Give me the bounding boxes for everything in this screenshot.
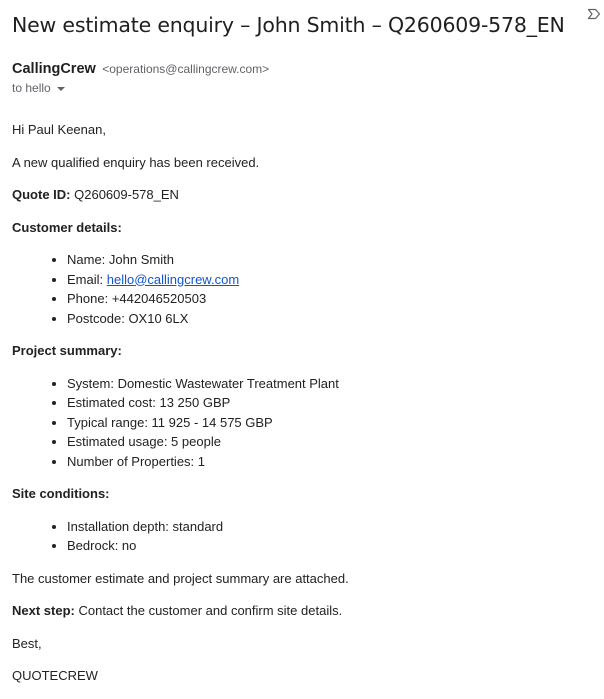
- recipients-label: to hello: [12, 81, 51, 95]
- customer-details-list: [12, 250, 592, 328]
- customer-heading: Customer details:: [12, 219, 122, 235]
- site-heading: Site conditions:: [12, 486, 110, 501]
- sender-email: <operations@callingcrew.com>: [102, 62, 270, 76]
- list-item: • Typical range: 11 925 - 14 575 GBP: [67, 413, 592, 433]
- customer-phone: +442046520503: [111, 291, 207, 306]
- next-step-line: [12, 601, 592, 621]
- customer-name: John Smith: [108, 252, 174, 267]
- list-item: • Number of Properties: 1: [67, 452, 592, 472]
- project-heading: Project summary:: [12, 343, 122, 358]
- label-tag-icon[interactable]: [586, 6, 602, 22]
- customer-email-link[interactable]: hello@callingcrew.com: [106, 271, 240, 287]
- email-header: [12, 10, 596, 40]
- caret-down-icon[interactable]: [57, 87, 65, 91]
- attachment-note: The customer estimate and project summary are attached.: [12, 570, 349, 586]
- list-item: • System: Domestic Wastewater Treatment Plant: [67, 374, 592, 394]
- intro-text: A new qualified enquiry has been received.: [12, 154, 260, 170]
- project-summary-list: [12, 374, 592, 472]
- site-conditions-list: [12, 517, 592, 556]
- list-item: • Estimated cost: 13 250 GBP: [67, 393, 592, 413]
- signoff: Best,: [12, 635, 42, 651]
- sender-name: CallingCrew: [12, 61, 96, 77]
- next-step-text: Contact the customer and confirm site details.: [74, 603, 343, 618]
- sender-line: [12, 60, 269, 78]
- list-item: • Bedrock: no: [67, 536, 592, 556]
- greeting: Hi Paul Keenan,: [12, 122, 106, 137]
- quote-id-label: Quote ID:: [12, 187, 71, 202]
- signature: QUOTECREW: [12, 668, 98, 683]
- customer-postcode-item: • Postcode: OX10 6LX: [67, 309, 592, 329]
- list-item: • Estimated usage: 5 people: [67, 432, 592, 452]
- customer-name-item: • Name: John Smith: [67, 250, 592, 270]
- customer-phone-item: • Phone: +442046520503: [67, 289, 592, 309]
- list-item: • Installation depth: standard: [67, 517, 592, 537]
- customer-postcode: OX10 6LX: [128, 310, 189, 326]
- recipients-toggle[interactable]: [12, 81, 65, 95]
- email-subject: New estimate enquiry – John Smith – Q260609-578_EN: [12, 13, 565, 37]
- email-body: [12, 120, 592, 699]
- next-step-label: Next step:: [12, 603, 75, 618]
- customer-email-item: • Email: hello@callingcrew.com: [67, 270, 592, 290]
- quote-id-value: Q260609-578_EN: [74, 187, 179, 202]
- quote-id-line: [12, 185, 592, 205]
